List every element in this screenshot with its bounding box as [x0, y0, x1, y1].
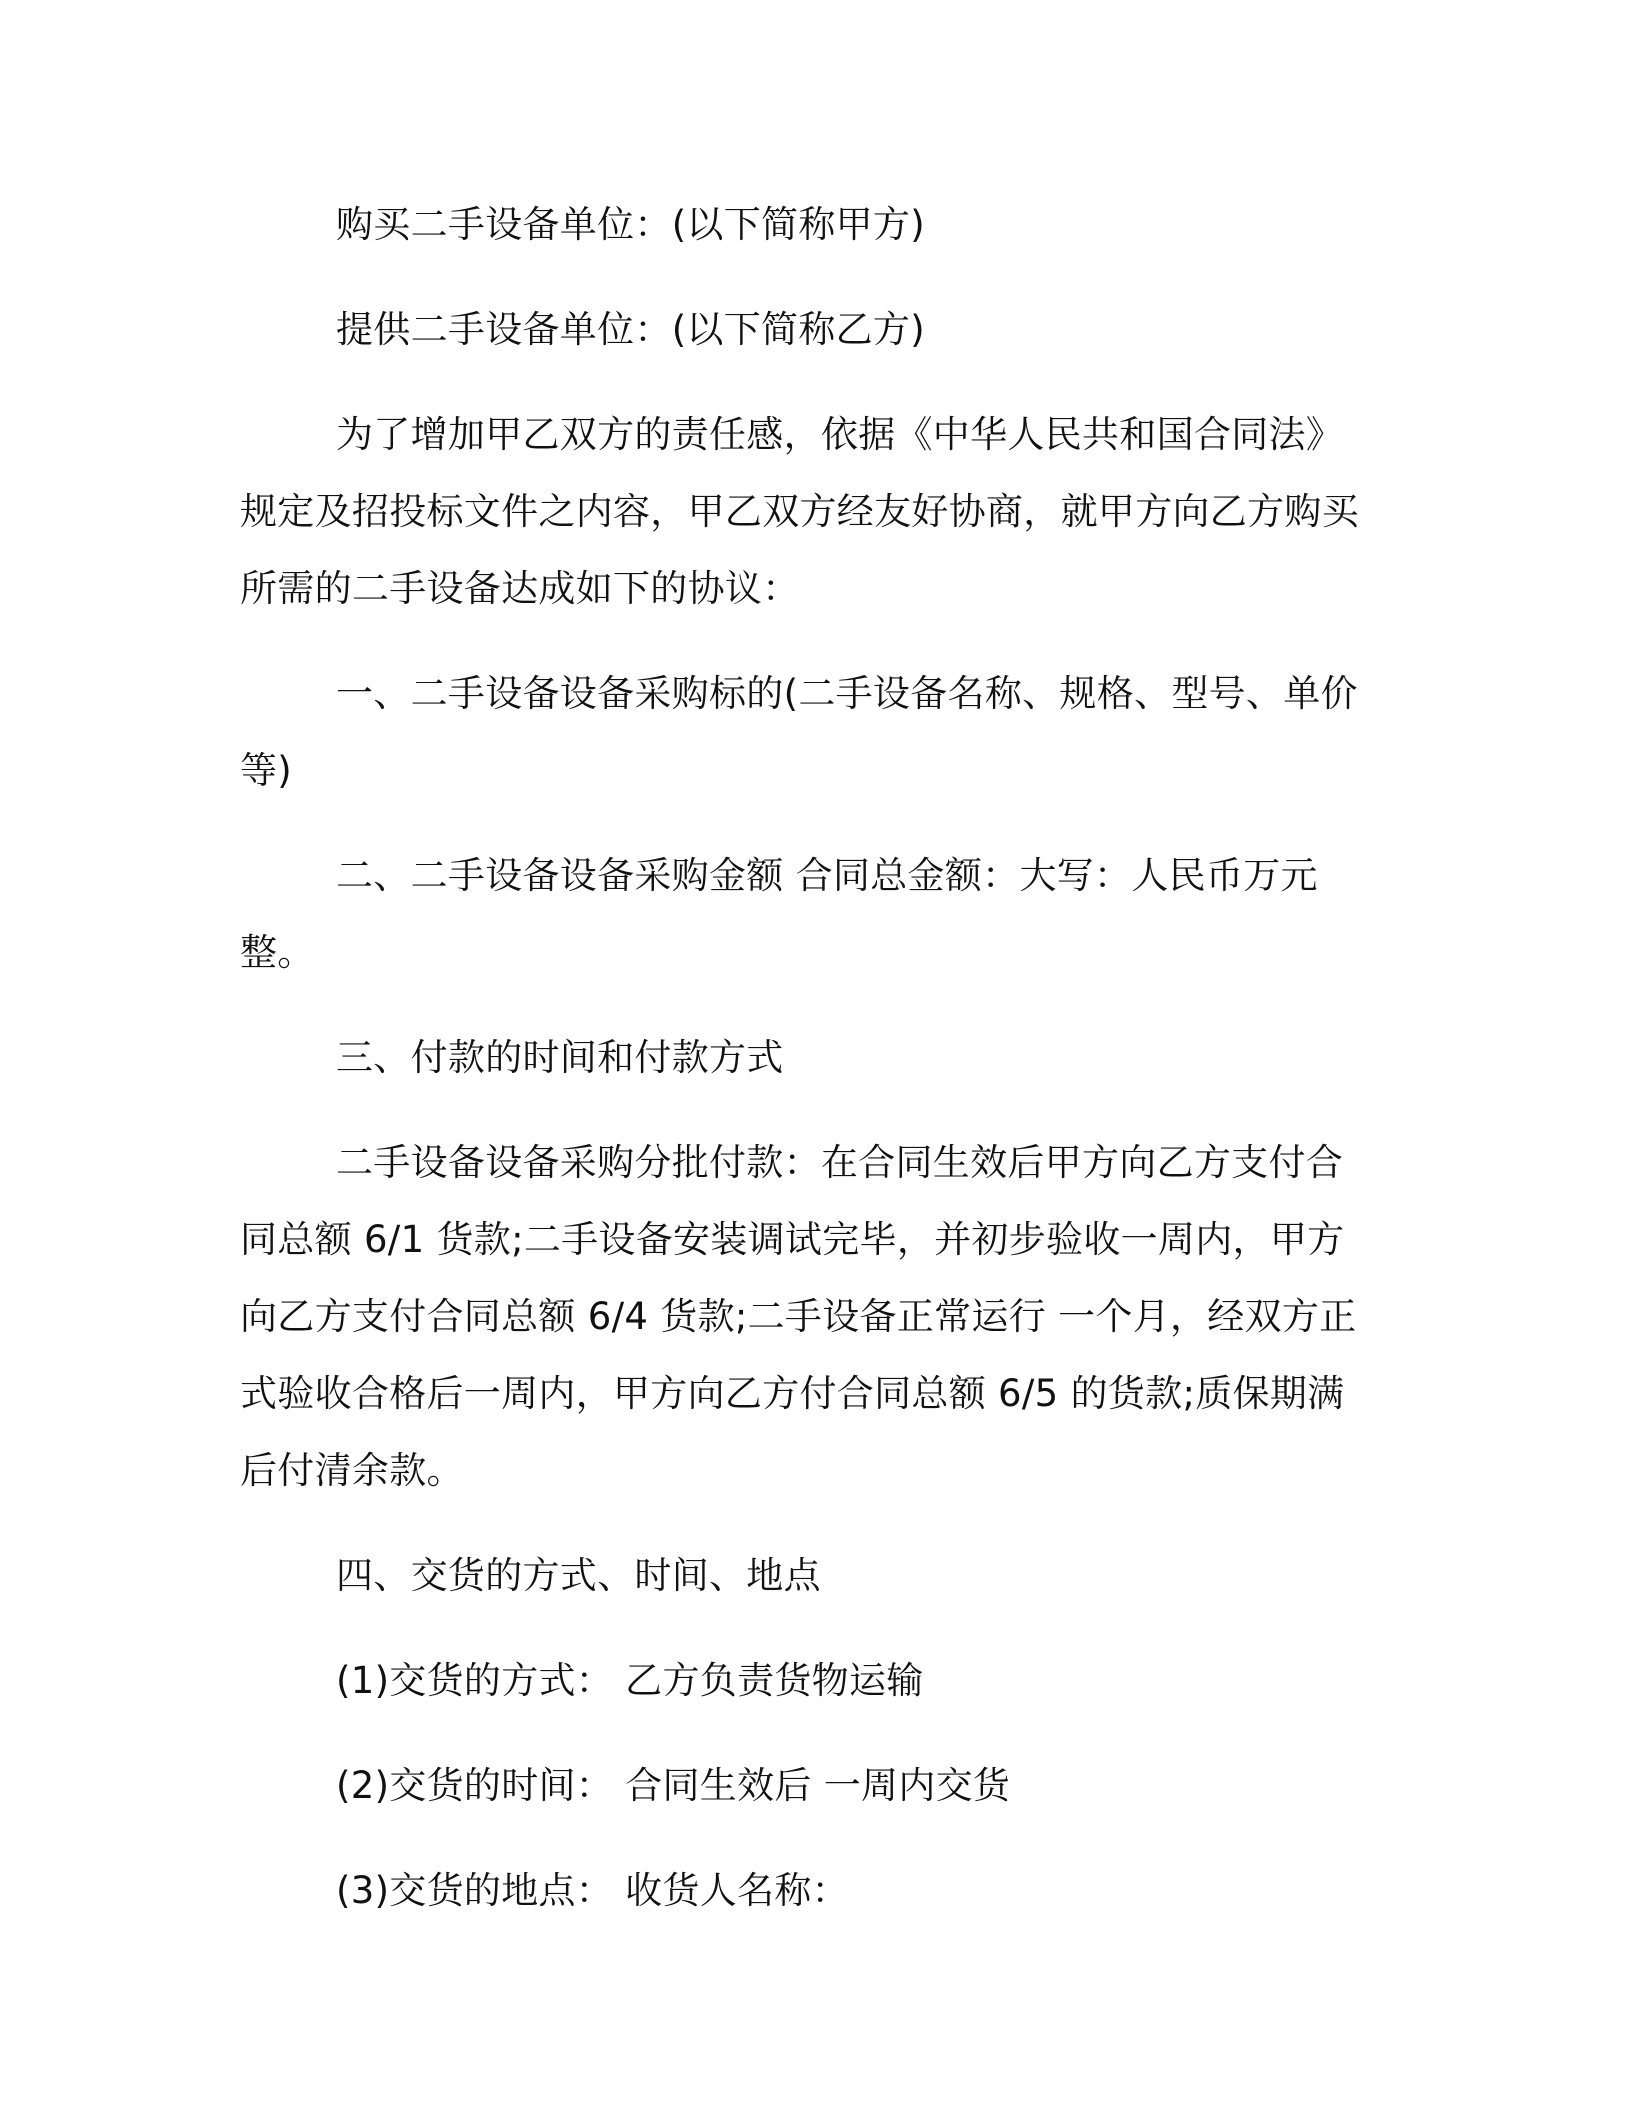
section-1-heading: 一、二手设备设备采购标的(二手设备名称、规格、型号、单价等): [240, 672, 1358, 792]
preamble-paragraph: 为了增加甲乙双方的责任感，依据《中华人民共和国合同法》规定及招投标文件之内容，甲乙双方经友好协商，就甲方向乙方购买所需的二手设备达成如下的协议：: [240, 413, 1359, 610]
document-body: [240, 186, 1380, 1929]
party-a-line: 购买二手设备单位：(以下简称甲方): [336, 203, 925, 246]
section-2-heading: 二、二手设备设备采购金额 合同总金额：大写：人民币万元整。: [240, 854, 1318, 974]
delivery-method-line: (1)交货的方式： 乙方负责货物运输: [336, 1659, 924, 1702]
payment-terms-paragraph: 二手设备设备采购分批付款：在合同生效后甲方向乙方支付合同总额 6/1 货款;二手设备安装调试完毕，并初步验收一周内，甲方向乙方支付合同总额 6/4 货款;二手设备正常运行 一个月，经双方正式验收合格后一周内，甲方向乙方付合同总额 6/5 的货款;质保期满后付清余款。: [240, 1141, 1357, 1492]
delivery-location-line: (3)交货的地点： 收货人名称：: [336, 1869, 849, 1912]
section-3-heading: 三、付款的时间和付款方式: [336, 1036, 784, 1079]
section-4-heading: 四、交货的方式、时间、地点: [336, 1554, 821, 1597]
party-b-line: 提供二手设备单位：(以下简称乙方): [336, 308, 925, 351]
delivery-time-line: (2)交货的时间： 合同生效后 一周内交货: [336, 1764, 1011, 1807]
